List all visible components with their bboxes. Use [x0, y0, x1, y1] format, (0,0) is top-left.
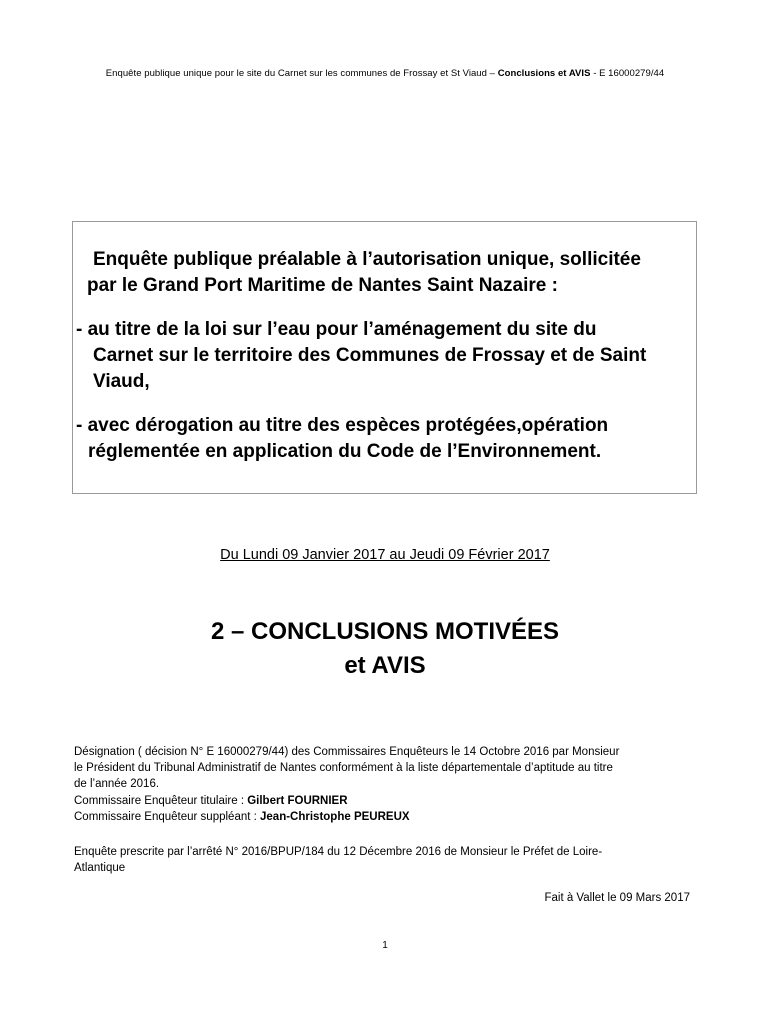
- arrete-line-1: Enquête prescrite par l’arrêté N° 2016/BPUP/184 du 12 Décembre 2016 de Monsieur le Préfet de Loire-: [74, 846, 603, 858]
- box-line-2: par le Grand Port Maritime de Nantes Saint Nazaire :: [87, 275, 558, 296]
- box-line-6: - avec dérogation au titre des espèces protégées,opération: [76, 415, 609, 436]
- suppleant-name: Jean-Christophe PEUREUX: [260, 811, 410, 823]
- running-header: [0, 68, 770, 79]
- designation-line-2: le Président du Tribunal Administratif de Nantes conformément à la liste départementale d’aptitude au titre: [74, 762, 613, 774]
- arrete-line-2: Atlantique: [74, 862, 126, 874]
- box-line-5: Viaud,: [93, 371, 150, 392]
- inquiry-dates: Du Lundi 09 Janvier 2017 au Jeudi 09 Février 2017: [220, 547, 550, 563]
- titulaire-line: [74, 794, 348, 809]
- titulaire-name: Gilbert FOURNIER: [247, 795, 348, 807]
- suppleant-label: Commissaire Enquêteur suppléant :: [74, 811, 261, 823]
- box-line-4: Carnet sur le territoire des Communes de Frossay et de Saint: [93, 345, 647, 366]
- signature-date: Fait à Vallet le 09 Mars 2017: [544, 892, 690, 904]
- header-text: Enquête publique unique pour le site du Carnet sur les communes de Frossay et St Viaud –: [105, 68, 498, 79]
- box-line-7: réglementée en application du Code de l’Environnement.: [88, 441, 602, 462]
- header-bold: Conclusions et AVIS: [497, 68, 591, 79]
- designation-line-1: Désignation ( décision N° E 16000279/44) des Commissaires Enquêteurs le 14 Octobre 2016 par Monsieur: [74, 746, 620, 758]
- page-number: 1: [382, 940, 388, 951]
- titulaire-label: Commissaire Enquêteur titulaire :: [74, 795, 248, 807]
- designation-line-3: de l’année 2016.: [74, 778, 160, 790]
- header-ref: - E 16000279/44: [590, 68, 665, 79]
- suppleant-line: [74, 810, 410, 825]
- box-line-3: - au titre de la loi sur l’eau pour l’aménagement du site du: [76, 319, 597, 340]
- box-line-1: Enquête publique préalable à l’autorisation unique, sollicitée: [93, 249, 641, 270]
- main-title-line-1: 2 – CONCLUSIONS MOTIVÉES: [210, 618, 560, 645]
- main-title-line-2: et AVIS: [344, 652, 426, 679]
